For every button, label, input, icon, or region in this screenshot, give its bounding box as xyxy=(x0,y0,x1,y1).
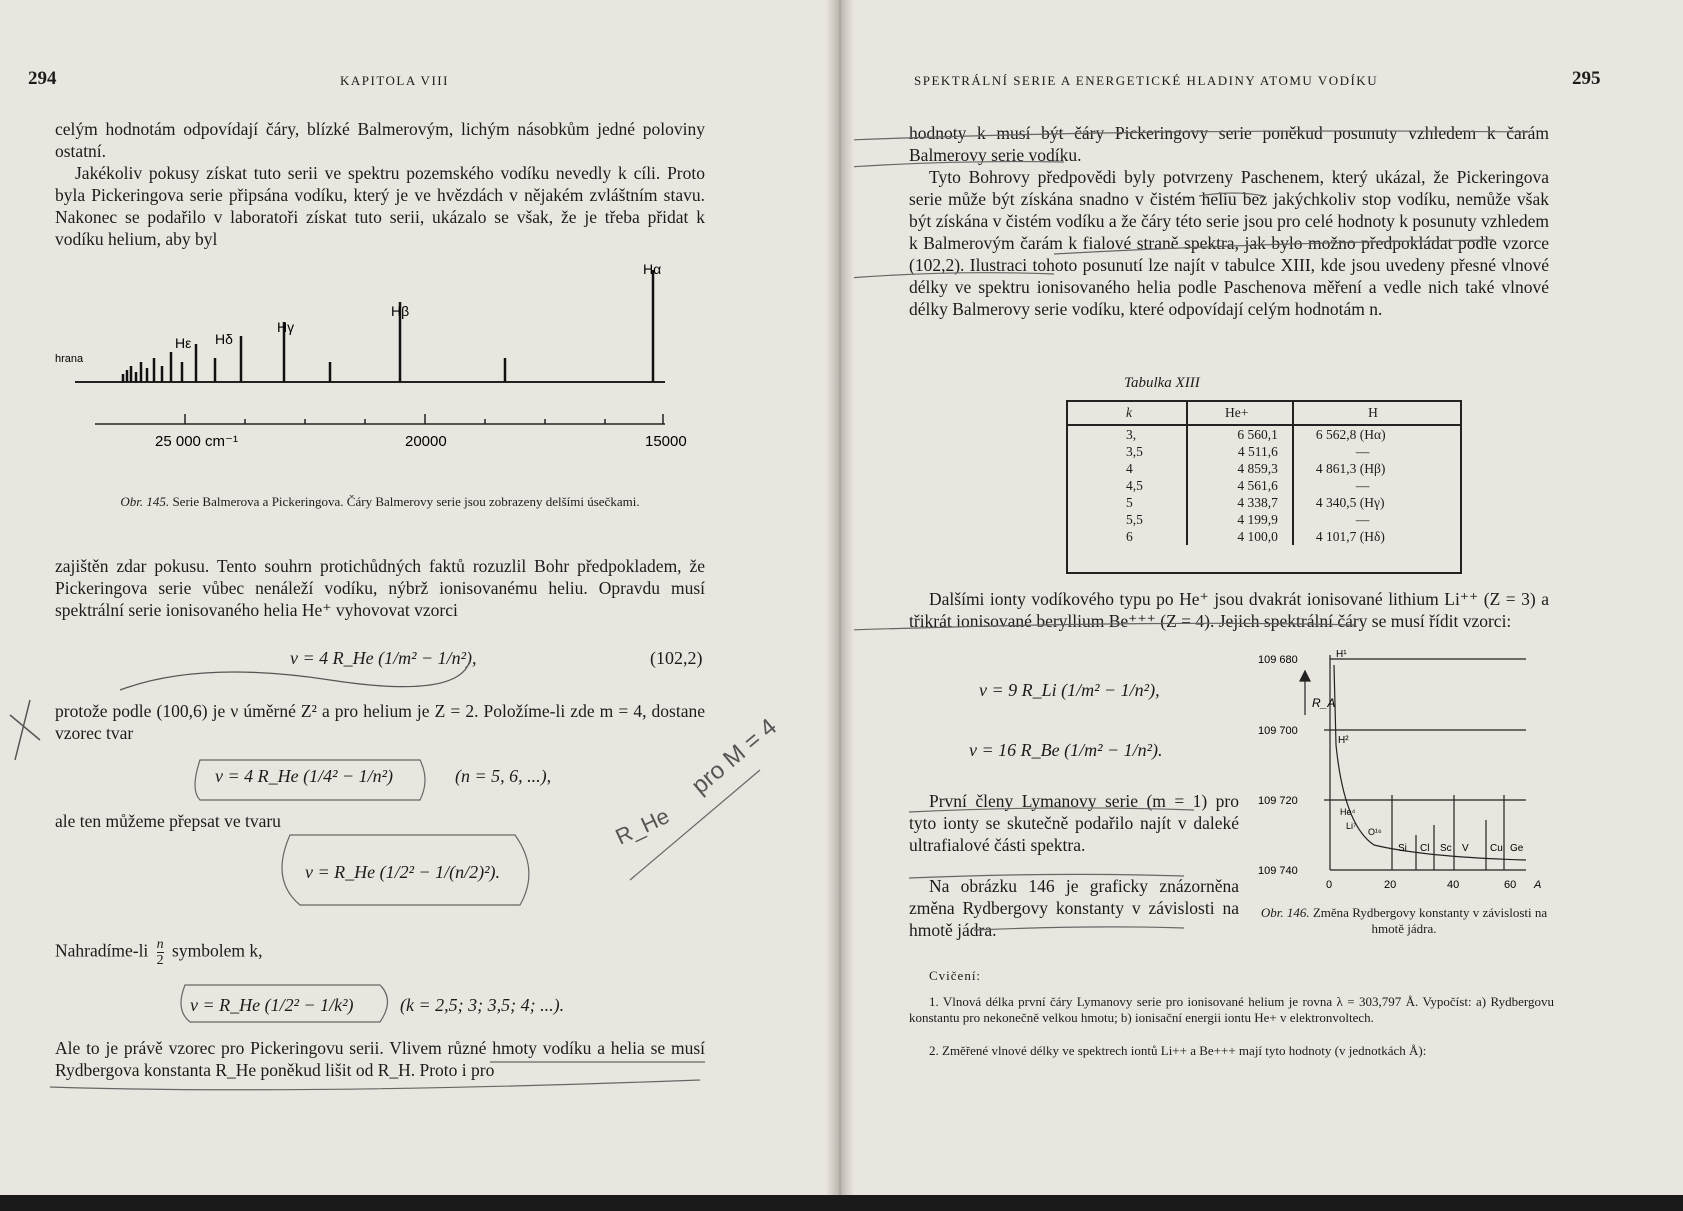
table-title: Tabulka XIII xyxy=(1124,375,1200,391)
cell: 4 861,3 (Hβ) xyxy=(1293,460,1460,477)
cell: — xyxy=(1293,511,1460,528)
point-label: O¹⁶ xyxy=(1368,827,1382,837)
cell: 4 101,7 (Hδ) xyxy=(1293,528,1460,545)
point-label: Ge xyxy=(1510,843,1524,854)
paragraph: Ale to je právě vzorec pro Pickeringovu serii. Vlivem různé hmoty vodíku a helia se musí Rydbergova konstanta R_He poněkud lišit od R_H. Proto i pro xyxy=(55,1038,705,1080)
paragraph: zajištěn zdar pokusu. Tento souhrn protichůdných faktů rozuzlil Bohr předpokladem, že Pickeringova serie vůbec nenáleží vodíku, nýbrž ionisovanému heliu. Opravdu musí spektrální serie ionisovaného helia He⁺ vyhovovat vzorci xyxy=(55,556,705,620)
tick-25000: 25 000 cm⁻¹ xyxy=(155,433,238,450)
caption-label: Obr. 145. xyxy=(120,494,170,509)
equation-102-2: ν = 4 R_He (1/m² − 1/n²), xyxy=(290,648,477,668)
cell: 3, xyxy=(1126,427,1137,442)
point-label: H² xyxy=(1338,735,1349,746)
paragraph: Tyto Bohrovy předpovědi byly potvrzeny Paschenem, který ukázal, že Pickeringova serie může být získána snadno v čistém heliu bez jakýchkoliv stop vodíku, nemůže však být získána v čistém vodíku a že čáry této serie jsou pro celé hodnoty k posunuty vzhledem k Balmerovým čarám k fialové straně spektra, jak bylo možno předpokládat podle vzorce (102,2). Ilustraci tohoto posunutí lze najít v tabulce XIII, kde jsou uvedeny přesné vlnové délky ve spektru ionisovaného helia podle Paschenova měření a vedle nich také vlnové délky Balmerovy serie vodíku, které odpovídají celým hodnotám n. xyxy=(909,167,1549,319)
text: Nahradíme-li xyxy=(55,940,149,961)
margin-note: pro M = 4 xyxy=(686,713,783,800)
cell: 4 338,7 xyxy=(1187,494,1293,511)
running-head-left: KAPITOLA VIII xyxy=(340,73,449,88)
cell: 5 xyxy=(1126,495,1133,510)
equation: ν = R_He (1/2² − 1/k²) xyxy=(190,995,354,1015)
page-number-left: 294 xyxy=(28,68,57,89)
cell: 4 199,9 xyxy=(1187,511,1293,528)
label-hrana: hrana xyxy=(55,353,84,365)
equation: ν = R_He (1/2² − 1/(n/2)²). xyxy=(305,862,501,882)
cell: 6 560,1 xyxy=(1187,425,1293,443)
x-tick: 20 xyxy=(1384,879,1397,891)
equation: ν = 4 R_He (1/4² − 1/n²) xyxy=(215,766,394,786)
point-label: Sc xyxy=(1440,843,1452,854)
cell: 4 xyxy=(1126,461,1133,476)
paragraph: ale ten můžeme přepsat ve tvaru xyxy=(55,811,281,831)
equation-number: (102,2) xyxy=(650,648,703,668)
y-tick: 109 680 xyxy=(1258,654,1298,666)
equation-condition: (k = 2,5; 3; 3,5; 4; ...). xyxy=(400,995,565,1015)
label-h-delta: Hδ xyxy=(215,331,233,347)
equation-be: ν = 16 R_Be (1/m² − 1/n²). xyxy=(969,740,1163,760)
label-h-gamma: Hγ xyxy=(277,319,295,335)
paragraph: celým hodnotám odpovídají čáry, blízké Balmerovým, lichým násobkům jedné poloviny ostatní. xyxy=(55,119,705,161)
x-tick: 0 xyxy=(1326,879,1333,891)
cell: — xyxy=(1293,443,1460,460)
point-label: He⁴ xyxy=(1340,807,1356,817)
paragraph: protože podle (100,6) je ν úměrné Z² a pro helium je Z = 2. Položíme-li zde m = 4, dostane vzorec tvar xyxy=(55,701,705,743)
fraction-numerator: n xyxy=(156,937,164,952)
caption-label: Obr. 146. xyxy=(1260,905,1310,920)
cell: 3,5 xyxy=(1126,444,1143,459)
fraction-denominator: 2 xyxy=(156,953,164,968)
paragraph: Jakékoliv pokusy získat tuto serii ve spektru pozemského vodíku nevedly k cíli. Proto byla Pickeringova serie připsána vodíku, který je ve hvězdách v nějakém zvláštním stavu. Nakonec se podařilo v laboratoři získat tuto serii, ukázalo se však, že je třeba přidat k vodíku helium, aby byl xyxy=(55,163,705,249)
tick-15000: 15000 xyxy=(645,433,687,450)
cell: 4 340,5 (Hγ) xyxy=(1293,494,1460,511)
label-h-alpha: Hα xyxy=(643,262,662,277)
table-header: k xyxy=(1068,402,1187,425)
margin-note: R_He xyxy=(611,803,674,850)
exercise: 2. Změřené vlnové délky ve spektrech iontů Li++ a Be+++ mají tyto hodnoty (v jednotkách Å): xyxy=(929,1043,1427,1058)
cell: 4 511,6 xyxy=(1187,443,1293,460)
cell: 6 562,8 (Hα) xyxy=(1293,425,1460,443)
label-h-epsilon: Hε xyxy=(175,335,192,351)
exercises-title: Cvičení: xyxy=(929,968,982,983)
y-tick: 109 720 xyxy=(1258,795,1298,807)
tick-20000: 20000 xyxy=(405,433,447,450)
y-tick: 109 700 xyxy=(1258,725,1298,737)
page-number-right: 295 xyxy=(1572,68,1601,89)
cell: 4 859,3 xyxy=(1187,460,1293,477)
table-header: He+ xyxy=(1187,402,1293,425)
caption-text: Serie Balmerova a Pickeringova. Čáry Balmerovy serie jsou zobrazeny delšími úsečkami. xyxy=(172,494,640,509)
label-h-beta: Hβ xyxy=(391,303,410,319)
paragraph: hodnoty k musí být čáry Pickeringovy serie poněkud posunuty vzhledem k čarám Balmerovy serie vodíku. xyxy=(909,123,1549,165)
cell: 4 100,0 xyxy=(1187,528,1293,545)
running-head-right: SPEKTRÁLNÍ SERIE A ENERGETICKÉ HLADINY ATOMU VODÍKU xyxy=(914,73,1379,88)
x-axis-label: A xyxy=(1534,879,1542,891)
point-label: Li⁷ xyxy=(1346,821,1357,831)
cell: 5,5 xyxy=(1126,512,1143,527)
book-gutter xyxy=(826,0,854,1195)
y-tick: 109 740 xyxy=(1258,865,1298,877)
pencil-annotations-right xyxy=(854,0,1683,1195)
equation-condition: (n = 5, 6, ...), xyxy=(455,766,552,786)
cell: 4,5 xyxy=(1126,478,1143,493)
point-label: Si xyxy=(1398,843,1407,854)
text: symbolem k, xyxy=(172,940,263,961)
point-label: V xyxy=(1462,843,1469,854)
caption-text: Změna Rydbergovy konstanty v závislosti na hmotě jádra. xyxy=(1312,905,1548,936)
point-label: H¹ xyxy=(1336,649,1347,660)
cell: 6 xyxy=(1126,529,1133,544)
paragraph: Na obrázku 146 je graficky znázorněna změna Rydbergovy konstanty v závislosti na hmotě jádra. xyxy=(909,876,1239,940)
paragraph: První členy Lymanovy serie (m = 1) pro tyto ionty se skutečně podařilo najít v daleké ultrafialové části spektra. xyxy=(909,791,1239,855)
cell: 4 561,6 xyxy=(1187,477,1293,494)
x-tick: 60 xyxy=(1504,879,1517,891)
equation-li: ν = 9 R_Li (1/m² − 1/n²), xyxy=(979,680,1160,700)
paragraph: Dalšími ionty vodíkového typu po He⁺ jsou dvakrát ionisované lithium Li⁺⁺ (Z = 3) a třikrát ionisované beryllium Be⁺⁺⁺ (Z = 4). Jejich spektrální čáry se musí řídit vzorci: xyxy=(909,589,1549,631)
point-label: Cu xyxy=(1490,843,1503,854)
point-label: Cl xyxy=(1420,843,1430,854)
x-tick: 40 xyxy=(1447,879,1460,891)
table-header: H xyxy=(1293,402,1460,425)
y-axis-label: R_A xyxy=(1312,696,1336,710)
exercise: 1. Vlnová délka první čáry Lymanovy serie pro ionisované helium je rovna λ = 303,797 Å. Vypočíst: a) Rydbergovu konstantu pro nekonečně velkou hmotu; b) ionisační energii iontu He+ v elektronvoltech. xyxy=(909,994,1554,1025)
cell: — xyxy=(1293,477,1460,494)
pencil-annotations-left xyxy=(0,0,826,1195)
